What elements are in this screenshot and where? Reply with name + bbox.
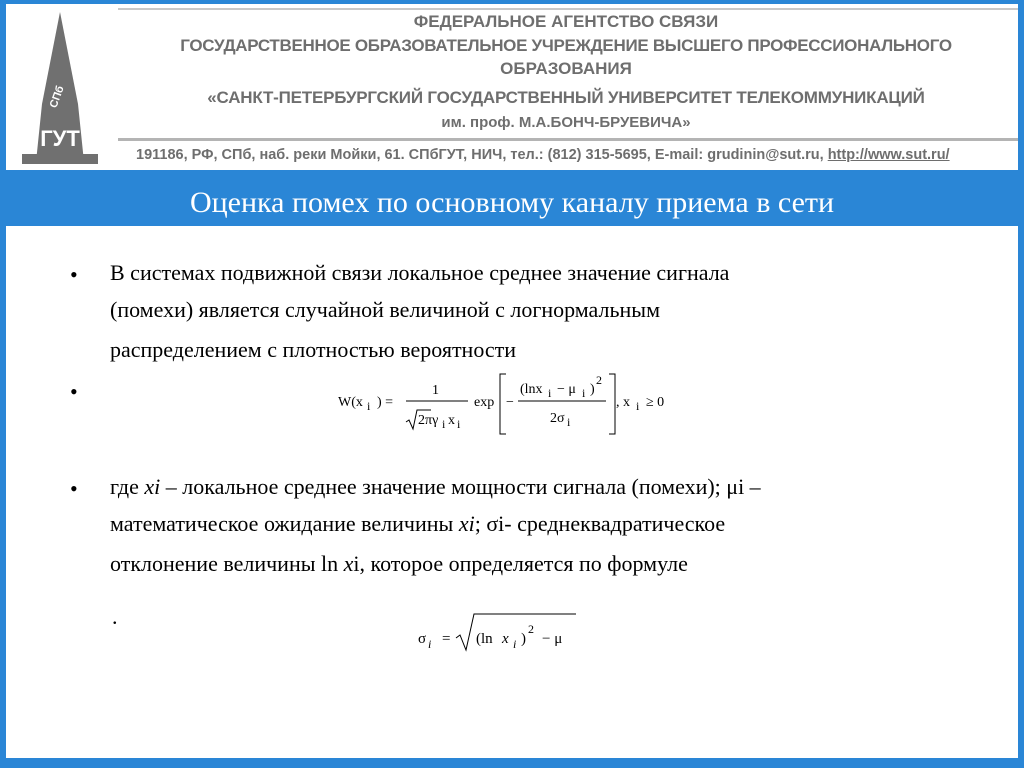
- website-link[interactable]: http://www.sut.ru/: [827, 147, 950, 163]
- formula-power: 2: [596, 373, 602, 387]
- formula-open: (ln: [476, 631, 493, 647]
- address-text: 191186, РФ, СПб, наб. реки Мойки, 61. СПбГУТ, НИЧ, тел.: (812) 315-5695, E-mail: grudinin@sut.ru,: [136, 147, 828, 163]
- header-top-rule: [118, 8, 1018, 10]
- institution-type: ГОСУДАРСТВЕННОЕ ОБРАЗОВАТЕЛЬНОЕ УЧРЕЖДЕНИЕ ВЫСШЕГО ПРОФЕССИОНАЛЬНОГО: [180, 36, 952, 55]
- formula-eq: =: [442, 631, 451, 647]
- formula-sub: i: [567, 415, 571, 429]
- formula-mu: − μ: [557, 382, 576, 397]
- agency-name: ФЕДЕРАЛЬНОЕ АГЕНТСТВО СВЯЗИ: [413, 12, 719, 31]
- trailing-dot: .: [112, 604, 118, 629]
- bullet: •: [70, 262, 78, 287]
- formula-close: ): [521, 631, 526, 647]
- formula-sub: i: [636, 399, 640, 413]
- slide-title: Оценка помех по основному каналу приема в сети: [189, 186, 835, 219]
- formula-x: x: [448, 413, 455, 428]
- formula-condition: ≥ 0: [646, 395, 665, 410]
- formula-exp: exp: [474, 395, 495, 410]
- formula-sub: i: [367, 399, 371, 413]
- university-name: «САНКТ-ПЕТЕРБУРГСКИЙ ГОСУДАРСТВЕННЫЙ УНИВЕРСИТЕТ ТЕЛЕКОММУНИКАЦИЙ: [207, 88, 925, 107]
- lognormal-density-formula: [336, 366, 681, 436]
- formula-num2-close: ): [590, 382, 595, 397]
- contact-address: [136, 147, 950, 163]
- formula-sub: i: [513, 637, 517, 651]
- formula-minus: −: [506, 395, 514, 410]
- paragraph-lognormal: [110, 254, 990, 368]
- formula-denominator: 2πγ: [418, 413, 439, 428]
- formula-numerator: 1: [432, 383, 439, 398]
- logo-text-top: СПб: [47, 84, 67, 110]
- bullet: •: [70, 379, 78, 404]
- formula-comma-x: , x: [616, 395, 630, 410]
- para-line: В системах подвижной связи локальное среднее значение сигнала: [110, 260, 730, 285]
- formula-sub: i: [457, 417, 461, 431]
- formula-den2: 2σ: [550, 411, 565, 426]
- formula-sub: i: [582, 386, 586, 400]
- logo-text-bottom: ГУТ: [40, 126, 80, 151]
- formula-sigma: σ: [418, 631, 427, 647]
- formula-sub: i: [442, 417, 446, 431]
- slide-content: [6, 226, 1018, 758]
- formula-lhs: W(x: [338, 395, 363, 410]
- university-logo: [6, 4, 114, 170]
- formula-num2: (lnx: [520, 382, 543, 397]
- para-line: (помехи) является случайной величиной с логнормальным: [110, 297, 660, 322]
- formula-lhs-close: ) =: [377, 395, 394, 410]
- header-divider: [118, 138, 1018, 141]
- letterhead: [6, 4, 1018, 170]
- formula-sub: i: [548, 386, 552, 400]
- formula-x: x: [502, 631, 509, 647]
- university-patron: им. проф. М.А.БОНЧ-БРУЕВИЧА»: [441, 114, 691, 131]
- formula-power: 2: [528, 622, 534, 636]
- paragraph-definitions: где xi – локальное среднее значение мощности сигнала (помехи); μi – математическое ожидание величины xi; σi- среднеквадратическое отклонение величины ln xi, которое определяется по формуле: [110, 474, 761, 576]
- formula-minus-mu: − μ: [542, 631, 563, 647]
- bullet: •: [70, 476, 78, 501]
- sigma-formula: [416, 608, 596, 658]
- formula-sub: i: [428, 637, 432, 651]
- para-line: распределением с плотностью вероятности: [110, 337, 517, 362]
- institution-type-cont: ОБРАЗОВАНИЯ: [500, 59, 632, 78]
